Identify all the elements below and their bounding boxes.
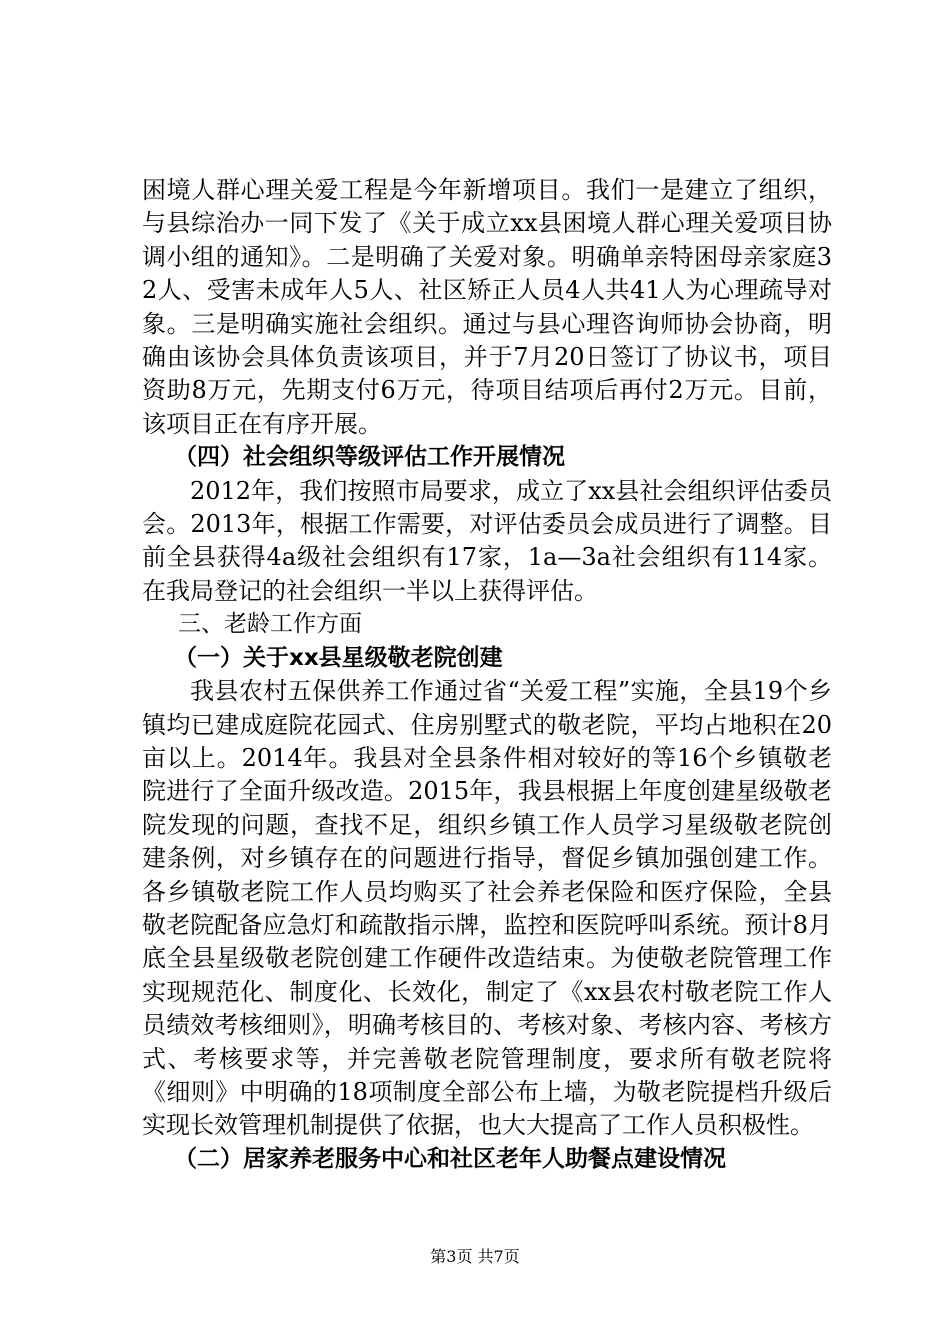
- heading-social-org-evaluation: （四）社会组织等级评估工作开展情况: [174, 444, 565, 471]
- document-body: [142, 174, 832, 1176]
- paragraph-star-nursing-home: 我县农村五保供养工作通过省“关爱工程”实施，全县19个乡镇均已建成庭院花园式、住房别墅式的敬老院，平均占地积在20亩以上。2014年。我县对全县条件相对较好的等16个乡镇敬老院进行了全面升级改造。2015年，我县根据上年度创建星级敬老院发现的问题，查找不足，组织乡镇工作人员学习星级敬老院创建条例，对乡镇存在的问题进行指导，督促乡镇加强创建工作。各乡镇敬老院工作人员均购买了社会养老保险和医疗保险，全县敬老院配备应急灯和疏散指示牌，监控和医院呼叫系统。预计8月底全县星级敬老院创建工作硬件改造结束。为使敬老院管理工作实现规范化、制度化、长效化，制定了《xx县农村敬老院工作人员绩效考核细则》，明确考核目的、考核对象、考核内容、考核方式、考核要求等，并完善敬老院管理制度，要求所有敬老院将《细则》中明确的18项制度全部公布上墙，为敬老院提档升级后实现长效管理机制提供了依据，也大大提高了工作人员积极性。: [142, 677, 832, 1140]
- heading-home-care-centers: （二）居家养老服务中心和社区老年人助餐点建设情况: [174, 1145, 726, 1172]
- section-heading-elderly-work: 三、老龄工作方面: [178, 611, 362, 638]
- page-number-footer: 第3页 共7页: [430, 1247, 520, 1266]
- paragraph-social-org-evaluation: 2012年，我们按照市局要求，成立了xx县社会组织评估委员会。2013年，根据工作需要，对评估委员会成员进行了调整。目前全县获得4a级社会组织有17家，1a—3a社会组织有114家。在我局登记的社会组织一半以上获得评估。: [142, 476, 832, 605]
- heading-star-nursing-home: （一）关于xx县星级敬老院创建: [174, 644, 503, 671]
- paragraph-psychological-care: 困境人群心理关爱工程是今年新增项目。我们一是建立了组织，与县综治办一同下发了《关于成立xx县困境人群心理关爱项目协调小组的通知》。二是明确了关爱对象。明确单亲特困母亲家庭32人、受害未成年人5人、社区矫正人员4人共41人为心理疏导对象。三是明确实施社会组织。通过与县心理咨询师协会协商，明确由该协会具体负责该项目，并于7月20日签订了协议书，项目资助8万元，先期支付6万元，待项目结项后再付2万元。目前，该项目正在有序开展。: [142, 176, 832, 438]
